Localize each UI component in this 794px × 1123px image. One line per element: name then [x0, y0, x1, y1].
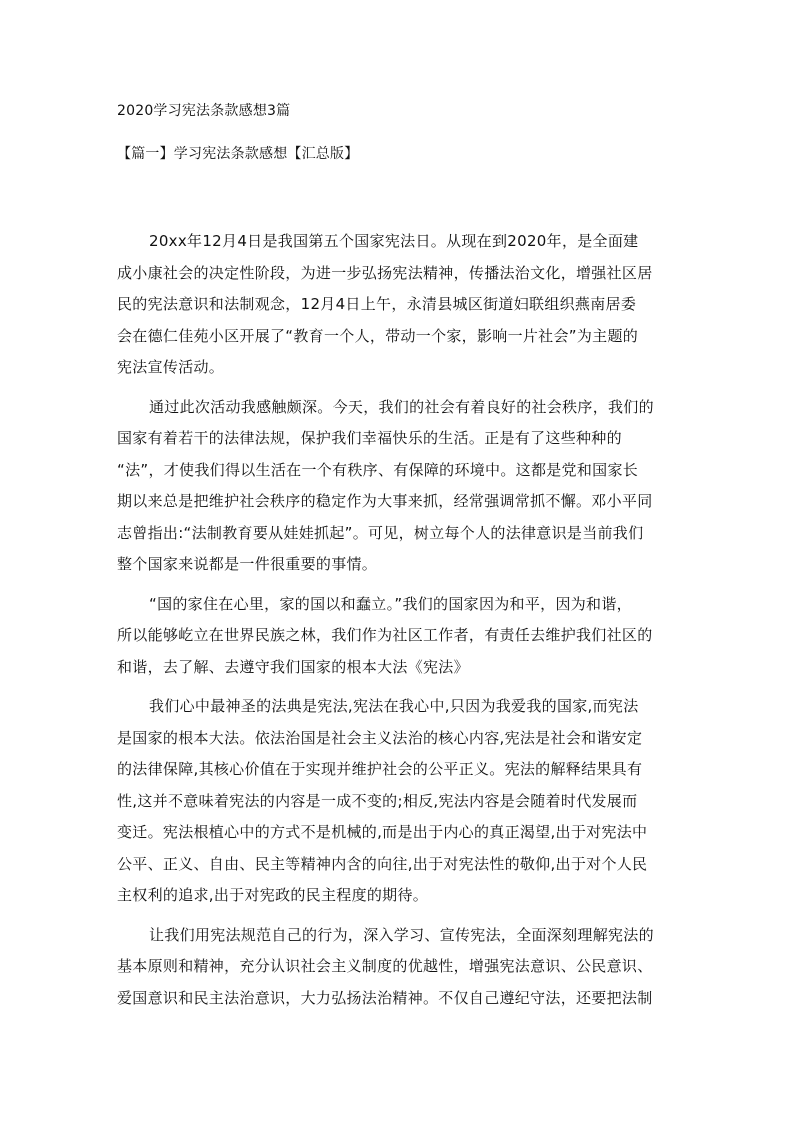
paragraph-line: 所以能够屹立在世界民族之林，我们作为社区工作者，有责任去维护我们社区的: [117, 626, 653, 644]
paragraph-line: 期以来总是把维护社会秩序的稳定作为大事来抓，经常强调常抓不懈。邓小平同: [117, 492, 653, 510]
paragraph-line: 民的宪法意识和法制观念，12月4日上午，永清县城区街道妇联组织燕南居委: [117, 295, 637, 313]
paragraph-2: [117, 392, 677, 581]
document-title: 2020学习宪法条款感想3篇: [117, 103, 291, 119]
paragraph-line: 20xx年12月4日是我国第五个国家宪法日。从现在到2020年，是全面建: [149, 232, 639, 250]
paragraph-line: “法”，才使我们得以生活在一个有秩序、有保障的环境中。这都是党和国家长: [117, 460, 639, 479]
paragraph-line: 宪法宣传活动。: [117, 358, 225, 376]
paragraph-line: 我们心中最神圣的法典是宪法,宪法在我心中,只因为我爱我的国家,而宪法: [149, 697, 639, 715]
paragraph-4: [117, 691, 677, 912]
paragraph-line: 成小康社会的决定性阶段，为进一步弘扬宪法精神，传播法治文化，增强社区居: [117, 263, 653, 282]
paragraph-line: 让我们用宪法规范自己的行为，深入学习、宣传宪法，全面深刻理解宪法的: [149, 925, 654, 944]
paragraph-line: 主权利的追求,出于对宪政的民主程度的期待。: [117, 886, 429, 904]
paragraph-line: 整个国家来说都是一件很重要的事情。: [117, 555, 378, 573]
paragraph-line: 通过此次活动我感触颇深。今天，我们的社会有着良好的社会秩序，我们的: [149, 397, 654, 416]
paragraph-line: 和谐，去了解、去遵守我们国家的根本大法《宪法》: [117, 657, 469, 676]
paragraph-line: 公平、正义、自由、民主等精神内含的向往,出于对宪法性的敬仰,出于对个人民: [117, 854, 648, 873]
paragraph-line: 变迁。宪法根植心中的方式不是机械的,而是出于内心的真正渴望,出于对宪法中: [117, 823, 648, 841]
paragraph-line: “国的家住在心里，家的国以和蠢立。”我们的国家因为和平，因为和谐，: [149, 594, 632, 613]
paragraph-line: 爱国意识和民主法治意识，大力弘扬法治精神。不仅自己遵纪守法，还要把法制: [117, 988, 653, 1007]
section-title: 【篇一】学习宪法条款感想【汇总版】: [117, 146, 359, 162]
paragraph-line: 国家有着若干的法律法规，保护我们幸福快乐的生活。正是有了这些种种的: [117, 429, 622, 447]
paragraph-line: 是国家的根本大法。依法治国是社会主义法治的核心内容,宪法是社会和谐安定: [117, 728, 643, 747]
paragraph-line: 的法律保障,其核心价值在于实现并维护社会的公平正义。宪法的解释结果具有: [117, 760, 643, 778]
paragraph-line: 志曾指出:“法制教育要从娃娃抓起”。可见，树立每个人的法律意识是当前我们: [117, 523, 644, 542]
paragraph-line: 基本原则和精神，充分认识社会主义制度的优越性，增强宪法意识、公民意识、: [117, 957, 653, 975]
paragraph-3: [117, 589, 677, 684]
paragraph-line: 性,这并不意味着宪法的内容是一成不变的;相反,宪法内容是会随着时代发展而: [117, 791, 638, 810]
paragraph-line: 会在德仁佳苑小区开展了“教育一个人，带动一个家，影响一片社会”为主题的: [117, 326, 639, 345]
paragraph-5: [117, 920, 677, 1015]
paragraph-1: [117, 226, 677, 384]
document-body: [117, 226, 677, 1022]
